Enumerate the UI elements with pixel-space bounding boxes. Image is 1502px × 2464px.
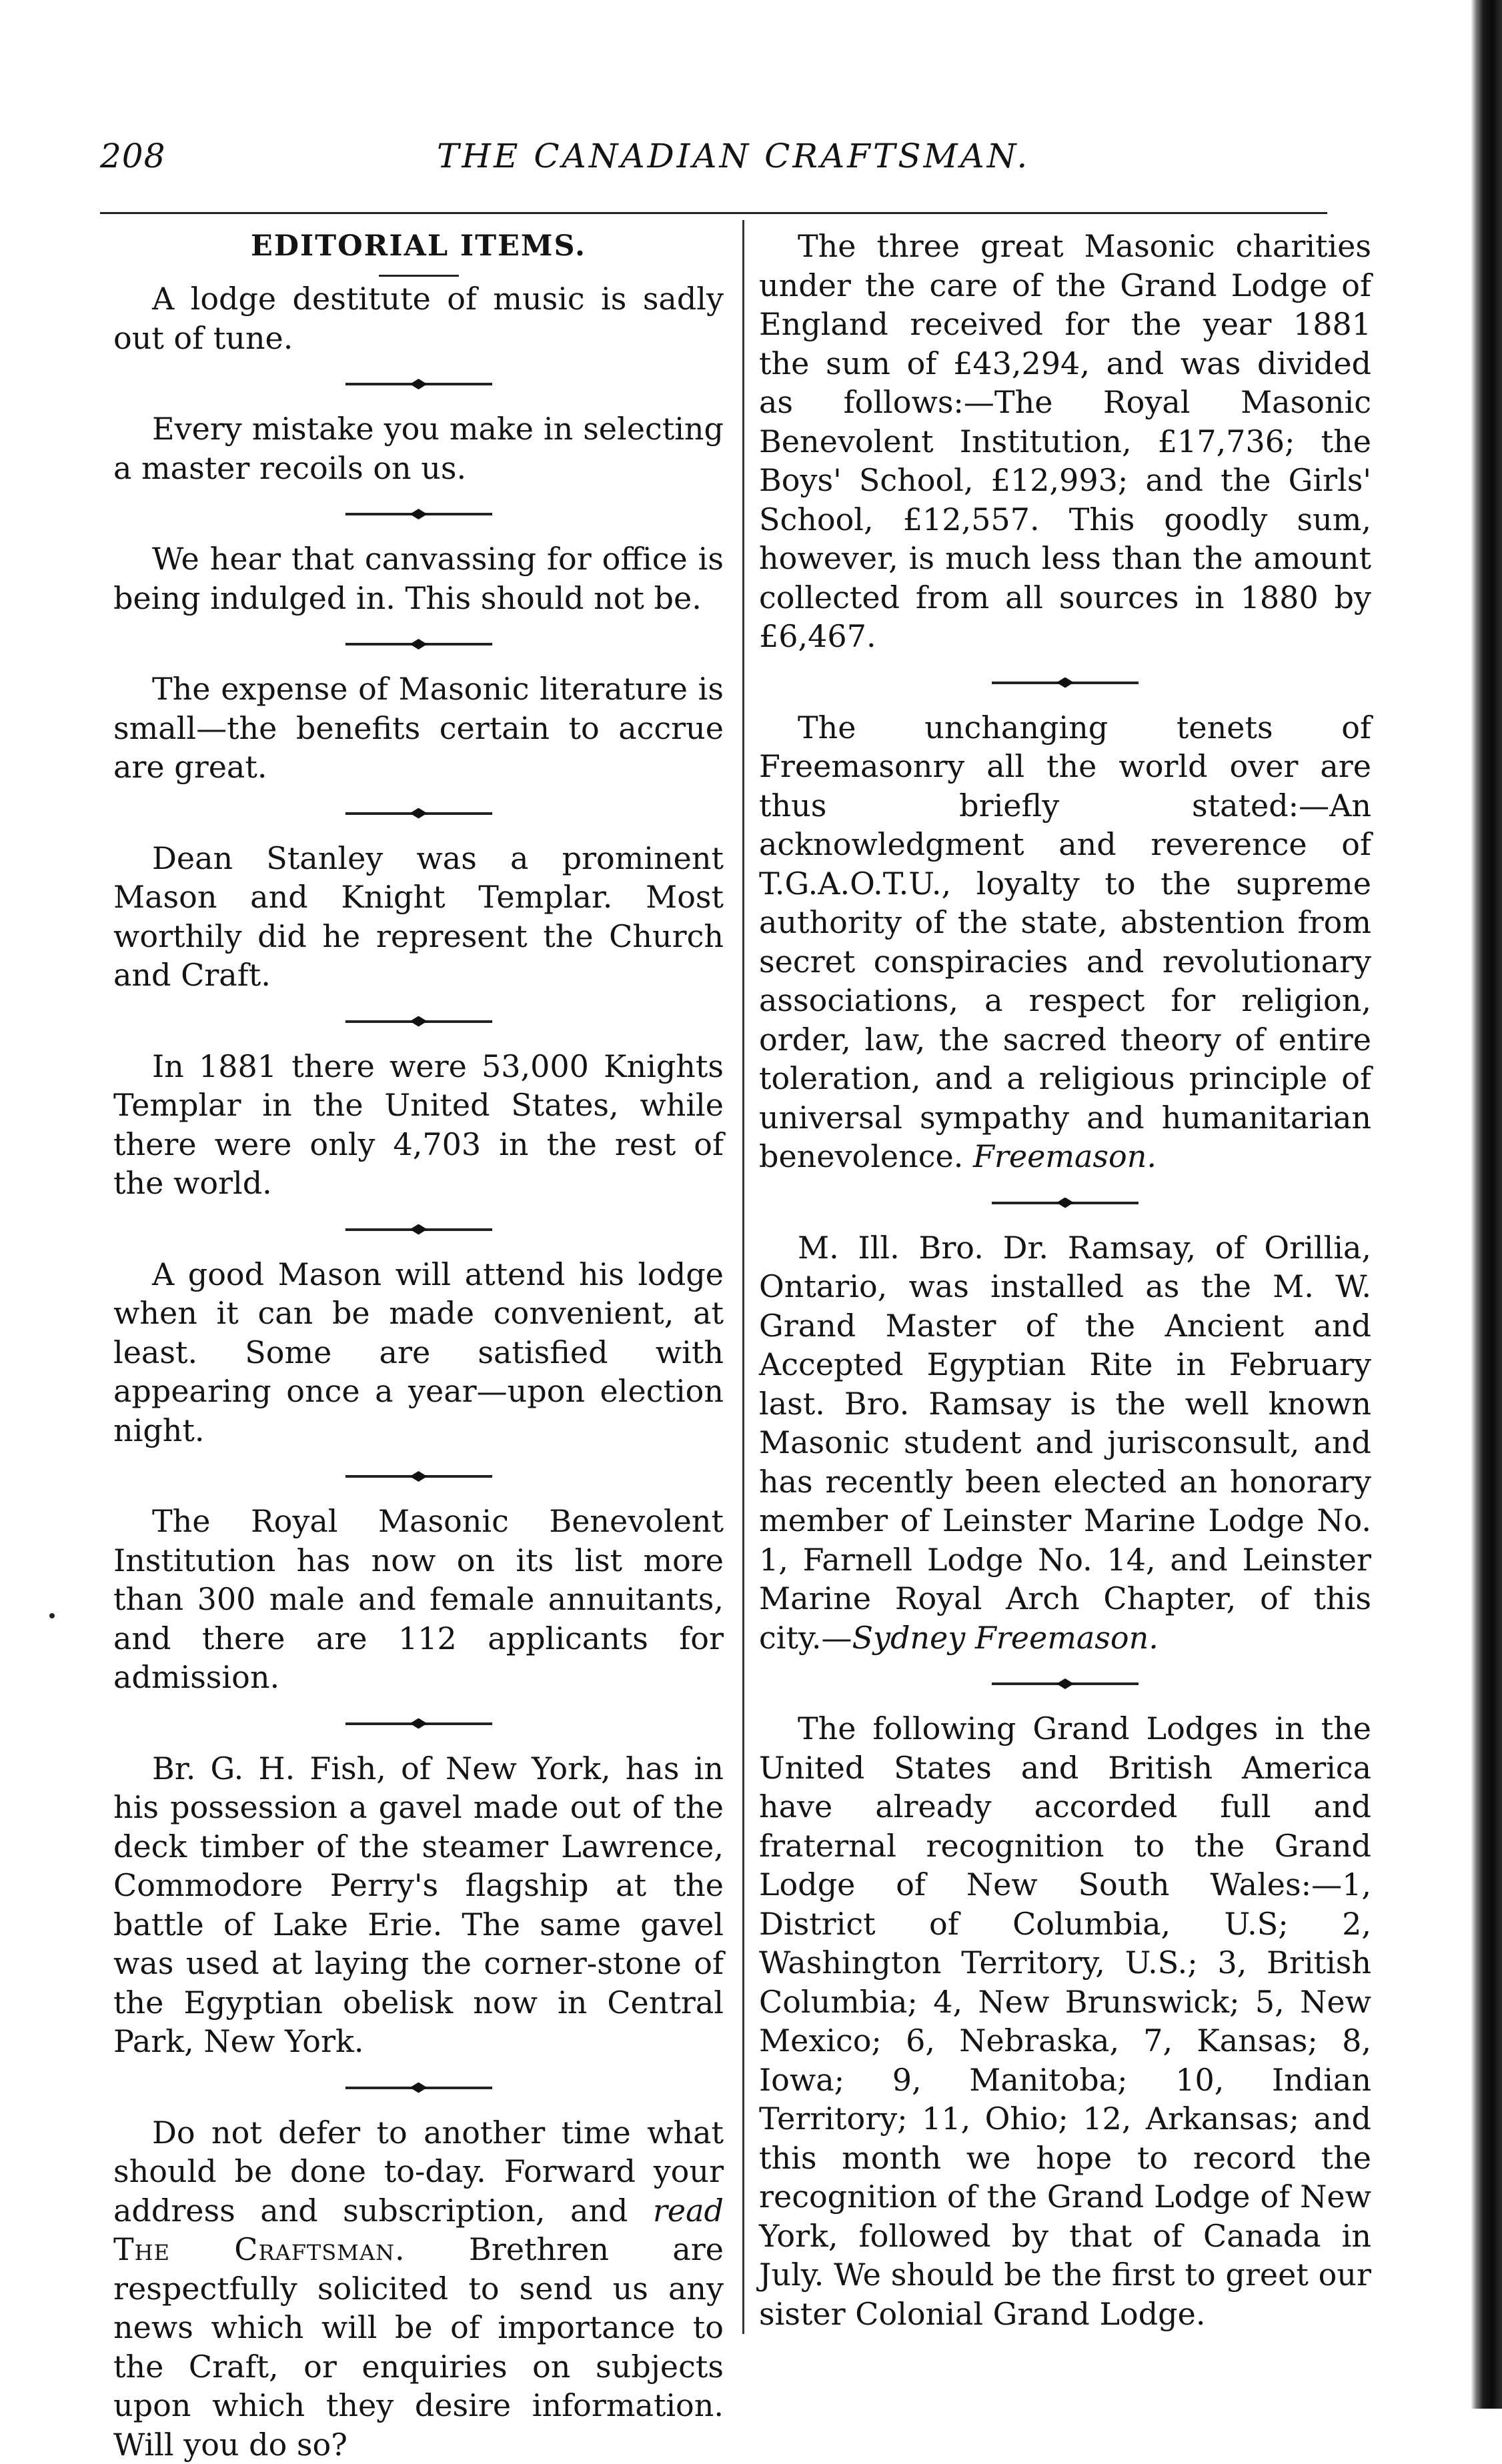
article-text: The unchanging tenets of Freemasonry all the world over are thus briefly stated:—An acknowledgment and reverence of T.G.A.O.T.U., loyalty to the supreme authority of the state, abstention from secret conspiracies and revolutionary associations, a respect for religion, order, law, the sacred theory of entire toleration, and a religious principle of universal sympathy and humanitarian benevolence. xyxy=(759,710,1371,1175)
editorial-item: In 1881 there were 53,000 Knights Templar in the United States, while there were only 4,703 in the rest of the world. xyxy=(113,1047,724,1203)
column-divider xyxy=(742,220,744,2334)
editorial-item: The Royal Masonic Benevolent Institution has now on its list more than 300 male and female annuitants, and there are 112 applicants for admission. xyxy=(113,1502,724,1697)
article-item xyxy=(759,708,1371,1176)
item-separator xyxy=(345,1722,492,1725)
header-rule xyxy=(100,212,1327,214)
editorial-item: A lodge destitute of music is sadly out of tune. xyxy=(113,279,724,357)
page-number: 208 xyxy=(100,137,165,175)
item-separator xyxy=(345,1228,492,1231)
page-header xyxy=(100,137,1341,183)
article-text: M. Ill. Bro. Dr. Ramsay, of Orillia, Ontario, was installed as the M. W. Grand Master of the Ancient and Accepted Egyptian Rite in February last. Bro. Ramsay is the well known Masonic student and jurisconsult, and has recently been elected an honorary member of Leinster Marine Lodge No. 1, Farnell Lodge No. 14, and Leinster Marine Royal Arch Chapter, of this city.— xyxy=(759,1230,1371,1656)
section-heading: EDITORIAL ITEMS. xyxy=(113,227,724,265)
item-separator xyxy=(345,812,492,815)
left-column xyxy=(113,227,724,2464)
item-separator xyxy=(345,2087,492,2089)
article-source: Sydney Freemason. xyxy=(852,1620,1158,1656)
item-separator xyxy=(345,1020,492,1023)
editorial-item: Br. G. H. Fish, of New York, has in his possession a gavel made out of the deck timber of the steamer Lawrence, Commodore Perry's flagship at the battle of Lake Erie. The same gavel was used at laying the corner-stone of the Egyptian obelisk now in Central Park, New York. xyxy=(113,1749,724,2061)
editorial-item: A good Mason will attend his lodge when it can be made convenient, at least. Some are satisfied with appearing once a year—upon election night. xyxy=(113,1255,724,1450)
article-item xyxy=(759,227,1371,656)
item-separator xyxy=(992,1202,1139,1204)
editorial-item: Dean Stanley was a prominent Mason and Knight Templar. Most worthily did he represent the Church and Craft. xyxy=(113,839,724,995)
item-separator xyxy=(345,513,492,515)
item-separator xyxy=(992,1682,1139,1685)
editorial-item: Every mistake you make in selecting a master recoils on us. xyxy=(113,409,724,487)
print-speck xyxy=(49,1613,55,1618)
publication-name: The Craftsman. xyxy=(113,2231,406,2267)
final-item-text: Do not defer to another time what should be done to-day. Forward your address and subscription, and xyxy=(113,2115,724,2229)
item-separator xyxy=(345,383,492,385)
article-item xyxy=(759,1228,1371,1658)
editorial-item-final xyxy=(113,2113,724,2464)
running-title: THE CANADIAN CRAFTSMAN. xyxy=(437,137,1030,175)
item-separator xyxy=(345,643,492,646)
right-column xyxy=(759,227,1371,2333)
final-item-text-after: Brethren are respectfully solicited to send us any news which will be of importance to the Craft, or enquiries on subjects upon which they desire information. Will you do so? xyxy=(113,2231,724,2463)
heading-rule xyxy=(379,275,459,277)
article-text: The three great Masonic charities under the care of the Grand Lodge of England received for the year 1881 the sum of £43,294, and was divided as follows:—The Royal Masonic Benevolent Institution, £17,736; the Boys' School, £12,993; and the Girls' School, £12,557. This goodly sum, however, is much less than the amount collected from all sources in 1880 by £6,467. xyxy=(759,228,1371,654)
editorial-item: We hear that canvassing for office is being indulged in. This should not be. xyxy=(113,539,724,618)
article-text: The following Grand Lodges in the United States and British America have already accorded full and fraternal recognition to the Grand Lodge of New South Wales:—1, District of Columbia, U.S; 2, Washington Territory, U.S.; 3, British Columbia; 4, New Brunswick; 5, New Mexico; 6, Nebraska, 7, Kansas; 8, Iowa; 9, Manitoba; 10, Indian Territory; 11, Ohio; 12, Arkansas; and this month we hope to record the recognition of the Grand Lodge of New York, followed by that of Canada in July. We should be the first to greet our sister Colonial Grand Lodge. xyxy=(759,1710,1371,2332)
item-separator xyxy=(345,1475,492,1478)
article-item xyxy=(759,1709,1371,2333)
final-item-emphasis: read xyxy=(653,2193,724,2229)
item-separator xyxy=(992,682,1139,684)
article-source: Freemason. xyxy=(973,1138,1157,1174)
binding-edge xyxy=(1471,0,1502,2409)
editorial-item: The expense of Masonic literature is small—the benefits certain to accrue are great. xyxy=(113,670,724,787)
